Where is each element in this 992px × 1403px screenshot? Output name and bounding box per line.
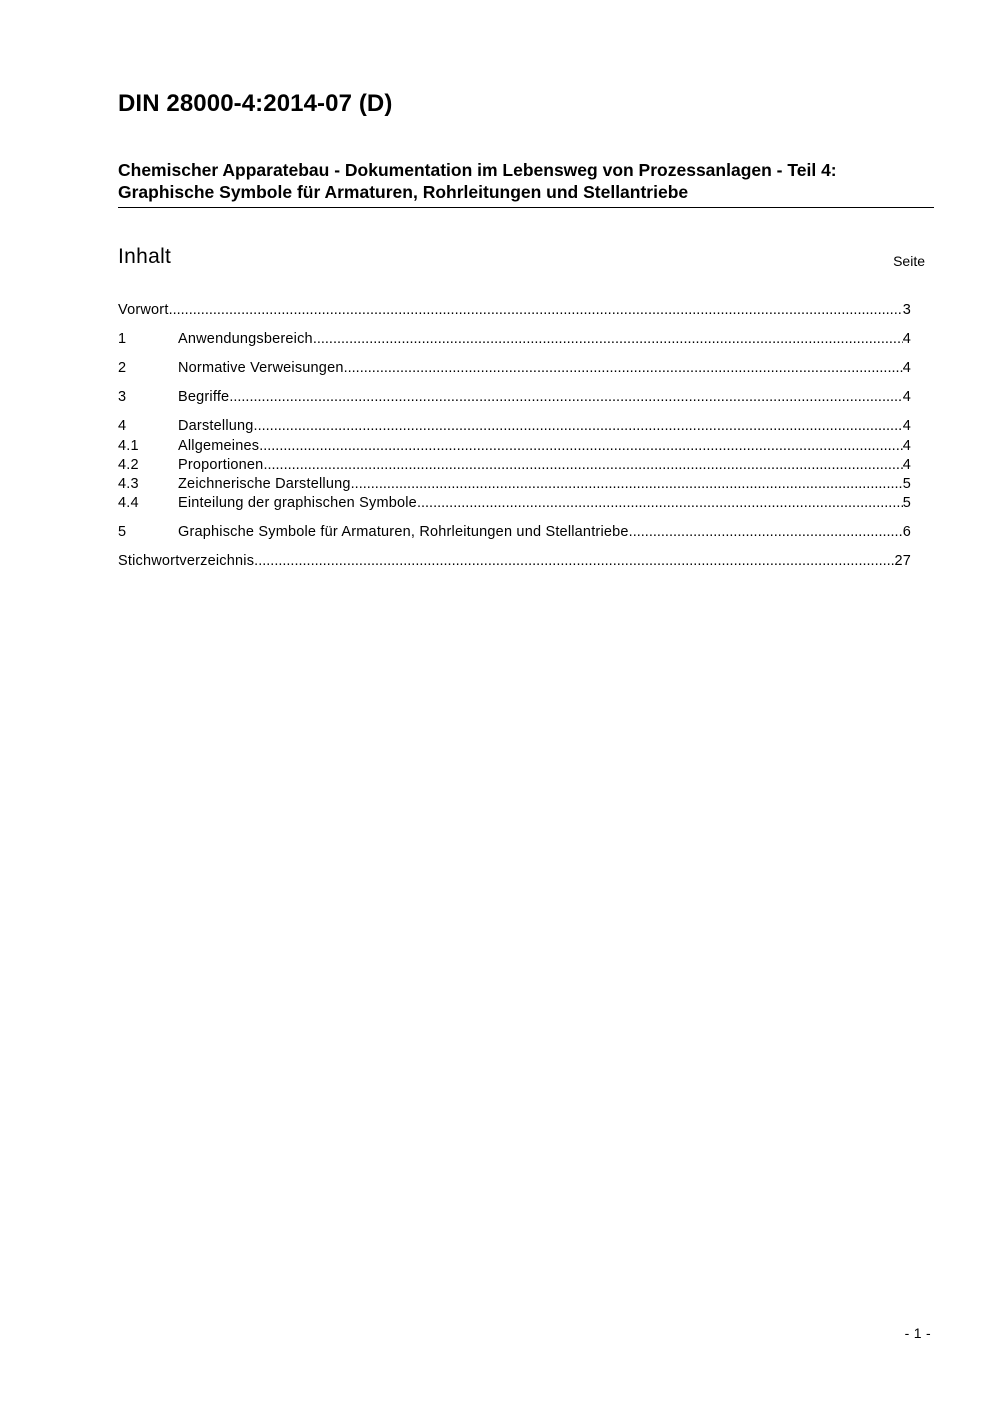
toc-entry-page: 27 bbox=[894, 553, 911, 569]
toc-entry-title: Zeichnerische Darstellung bbox=[178, 476, 351, 492]
toc-leader-dots bbox=[254, 552, 894, 571]
toc-entry-title: Vorwort bbox=[118, 302, 169, 318]
toc-entry-title: Normative Verweisungen bbox=[178, 360, 344, 376]
toc-entry-number: 2 bbox=[118, 360, 127, 376]
document-number: DIN 28000-4:2014-07 (D) bbox=[118, 90, 393, 117]
toc-entry-page: 4 bbox=[902, 331, 911, 347]
toc-entry-title: Begriffe bbox=[178, 389, 230, 405]
toc-page-column-label: Seite bbox=[893, 253, 925, 269]
toc-leader-dots bbox=[169, 301, 903, 320]
toc-entry-number: 4.3 bbox=[118, 476, 139, 492]
toc-leader-dots bbox=[259, 437, 903, 456]
toc-leader-dots bbox=[313, 330, 903, 349]
toc-entry-title: Proportionen bbox=[178, 457, 264, 473]
toc-entry-1[interactable] bbox=[118, 330, 911, 349]
toc-leader-dots bbox=[351, 475, 903, 494]
toc-entry-page: 5 bbox=[902, 476, 911, 492]
toc-leader-dots bbox=[417, 494, 903, 513]
toc-entry-number: 1 bbox=[118, 331, 127, 347]
toc-entry-number: 4.1 bbox=[118, 438, 139, 454]
toc-leader-dots bbox=[344, 359, 903, 378]
toc-leader-dots bbox=[254, 417, 903, 436]
toc-entry-4-2[interactable] bbox=[118, 456, 911, 475]
toc-entry-4[interactable] bbox=[118, 417, 911, 436]
toc-entry-4-1[interactable] bbox=[118, 437, 911, 456]
toc-entry-number: 5 bbox=[118, 524, 127, 540]
page-number: - 1 - bbox=[904, 1325, 931, 1341]
toc-entry-stichwortverzeichnis[interactable] bbox=[118, 552, 911, 571]
toc-entry-page: 5 bbox=[902, 495, 911, 511]
toc-entry-vorwort[interactable] bbox=[118, 301, 911, 320]
toc-entry-title: Anwendungsbereich bbox=[178, 331, 313, 347]
toc-entry-3[interactable] bbox=[118, 388, 911, 407]
toc-entry-page: 3 bbox=[902, 302, 911, 318]
toc-entry-title: Darstellung bbox=[178, 418, 254, 434]
toc-entry-2[interactable] bbox=[118, 359, 911, 378]
toc-entry-4-4[interactable] bbox=[118, 494, 911, 513]
toc-entry-page: 4 bbox=[902, 418, 911, 434]
toc-entry-5[interactable] bbox=[118, 523, 911, 542]
toc-entry-title: Einteilung der graphischen Symbole bbox=[178, 495, 417, 511]
toc-leader-dots bbox=[229, 388, 902, 407]
toc-entry-title: Graphische Symbole für Armaturen, Rohrleitungen und Stellantriebe bbox=[178, 524, 629, 540]
toc-entry-number: 4 bbox=[118, 418, 127, 434]
toc-entry-page: 4 bbox=[902, 438, 911, 454]
toc-entry-title: Allgemeines bbox=[178, 438, 260, 454]
document-title: Chemischer Apparatebau - Dokumentation im Lebensweg von Prozessanlagen - Teil 4: Graphische Symbole für Armaturen, Rohrleitungen und Stellantriebe bbox=[118, 159, 934, 208]
toc-leader-dots bbox=[629, 523, 903, 542]
toc-entry-page: 6 bbox=[902, 524, 911, 540]
toc-entry-page: 4 bbox=[902, 389, 911, 405]
toc-entry-number: 4.2 bbox=[118, 457, 139, 473]
toc-entry-4-3[interactable] bbox=[118, 475, 911, 494]
toc-entry-number: 4.4 bbox=[118, 495, 139, 511]
toc-entry-page: 4 bbox=[902, 457, 911, 473]
toc-entry-title: Stichwortverzeichnis bbox=[118, 553, 255, 569]
toc-entry-number: 3 bbox=[118, 389, 127, 405]
toc-heading: Inhalt bbox=[118, 245, 172, 268]
toc-leader-dots bbox=[263, 456, 902, 475]
toc-entry-page: 4 bbox=[902, 360, 911, 376]
